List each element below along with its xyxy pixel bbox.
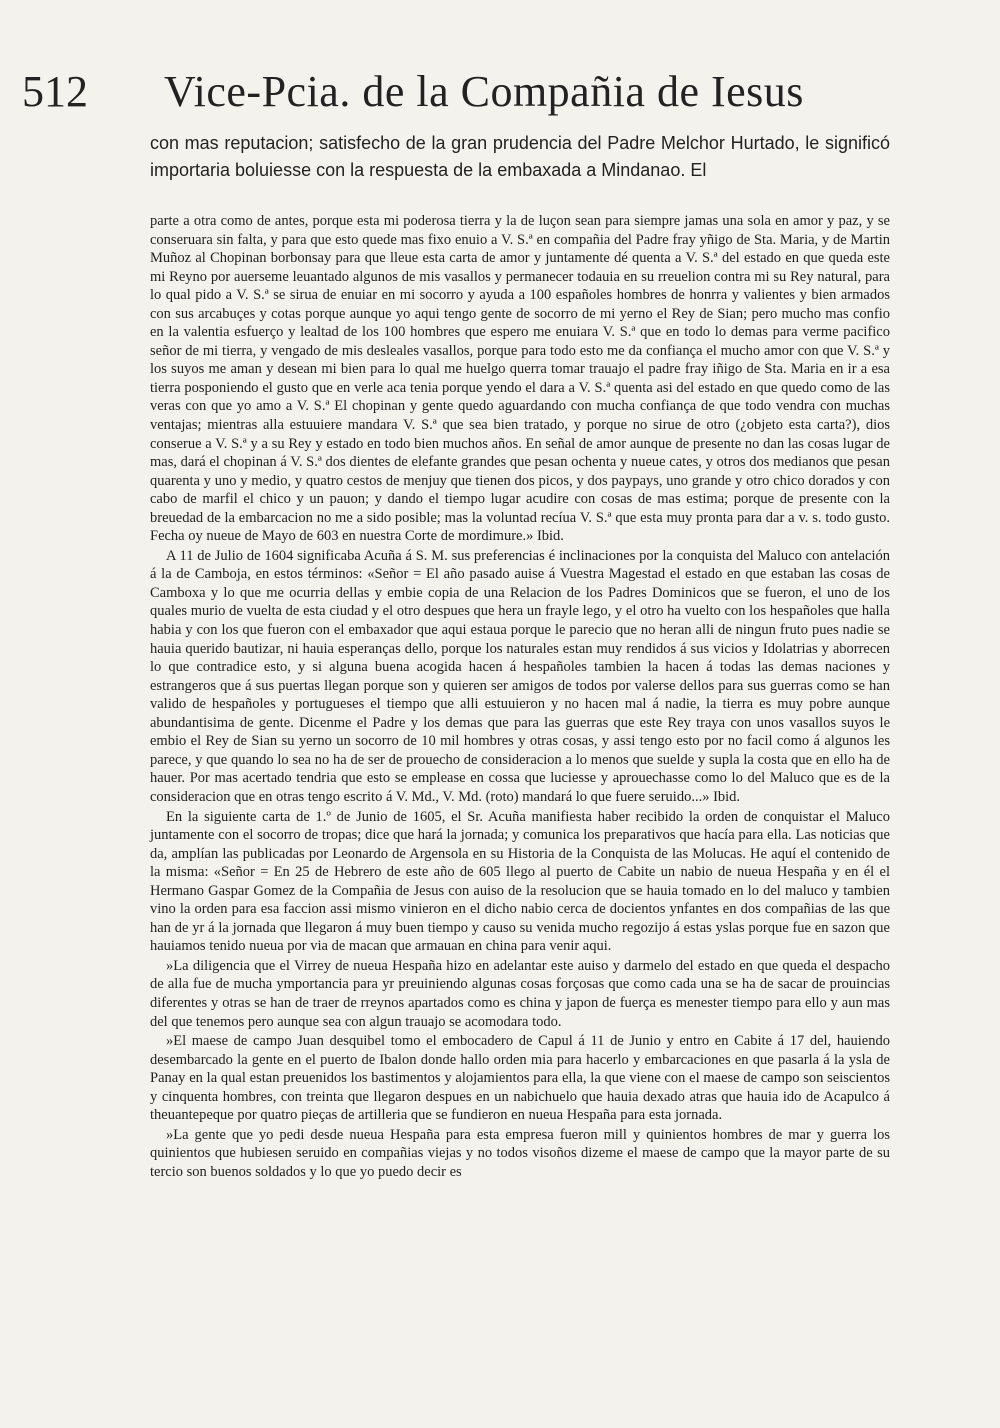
page-number: 512 bbox=[22, 67, 88, 116]
paragraphs bbox=[150, 547, 890, 1182]
paragraph: A 11 de Julio de 1604 significaba Acuña á S. M. sus preferencias é inclinaciones por la conquista del Maluco con antelación á la de Camboja, en estos términos: «Señor = El año pasado auise á Vuestra Magestad el estado en que estaban las cosas de Camboxa y lo que me ocurria dellas y embie copia de una Relacion de los Padres Dominicos que se fueron, el uno de los quales murio de vuelta de esta ciudad y el otro despues que hera un frayle lego, y el otro ha vuelto con los hespañoles que halla habia y con los que fueron con el embaxador que aqui estaua porque le parecio que no heran alli de ningun fruto pues nadie se hauia querido bautizar, ni hauia esperanças dello, porque los naturales estan muy rendidos á sus vicios y Idolatrias y aborrecen lo que contradice esto, y si alguna buena acogida hacen á hespañoles tambien la hacen á todas las demas naciones y estrangeros que á sus puertas llegan porque son y quieren ser amigos de todos por valerse dellos para sus guerras como se han valido de hespañoles y portugueses el tiempo que alli estuuieron y no hacen mal á nadie, la tierra es muy pobre aunque abundantisima de gente. Dicenme el Padre y los demas que para las guerras que este Rey traya con unos vasallos suyos le embio el Rey de Sian su yerno un socorro de 10 mil hombres y otras cosas, y assi tengo esto por no facil como á algunos les parece, y que quando lo sea no ha de ser de prouecho de consideracion a lo menos que suelde y supla la costa que en ello ha de hauer. Por mas acertado tendria que esto se emplease en cossa que luciesse y aprouechasse como lo del Maluco que es de la consideracion que en otras tengo escrito á V. Md., V. Md. (roto) mandará lo que fuere seruido...» Ibid. bbox=[150, 547, 890, 805]
page-header bbox=[0, 62, 1000, 122]
intro-paragraph: con mas reputacion; satisfecho de la gran prudencia del Padre Melchor Hurtado, le significó importaria boluiesse con la respuesta de la embaxada a Mindanao. El bbox=[150, 133, 890, 180]
paragraph: En la siguiente carta de 1.º de Junio de 1605, el Sr. Acuña manifiesta haber recibido la orden de conquistar el Maluco juntamente con el socorro de tropas; dice que hará la jornada; y comunica los preparativos que hacía para ella. Las noticias que da, amplían las publicadas por Leonardo de Argensola en su Historia de la Conquista de las Molucas. He aquí el contenido de la misma: «Señor = En 25 de Hebrero de este año de 605 llego al puerto de Cabite un nabio de nueua Hespaña y en él el Hermano Gaspar Gomez de la Compañia de Jesus con auiso de la resolucion que se hauia tomado en lo del maluco y tambien vino la orden para esa faccion assi mismo vinieron en el dicho nabio cerca de docientos ynfantes en dos compañias de las que han de yr á la jornada que llegaron á muy buen tiempo y causo su venida mucho regozijo á estas yslas porque fue en sazon que hauiamos tenido nueua por via de macan que armauan en china para venir aqui. bbox=[150, 808, 890, 955]
paragraph: »La diligencia que el Virrey de nueua Hespaña hizo en adelantar este auiso y darmelo del estado en que queda el despacho de alla fue de mucha ymportancia para yr preuiniendo algunas cosas forçosas que como cada una se ha de sacar de prouincias diferentes y otras se han de traer de rreynos apartados como es china y japon de fuerça es menester tiempo para ello y aun mas del que tenemos pero aunque sea con algun trauajo se acomodara todo. bbox=[150, 957, 890, 1030]
paragraph: »El maese de campo Juan desquibel tomo el embocadero de Capul á 11 de Junio y entro en Cabite á 17 del, hauiendo desembarcado la gente en el puerto de Ibalon donde hallo orden mia para hacerlo y embarcaciones en que pasarla á la ysla de Panay en la qual estan preuenidos los bastimentos y alojamientos para ella, la que viene con el maese de campo son seiscientos y cinquenta hombres, con treinta que llegaron despues en un nabichuelo que hauia dexado atras que hauia ido de Acapulco á theuantepeque por quatro pieças de artilleria que se fundieron en nueua Hespaña para esta jornada. bbox=[150, 1033, 890, 1124]
paragraph: »La gente que yo pedi desde nueua Hespaña para esta empresa fueron mill y quinientos hombres de mar y guerra los quinientos que hubiesen seruido en compañias viejas y no todos visoños dizeme el maese de campo que la mayor parte de su tercio son buenos soldados y lo que yo puedo decir es bbox=[150, 1126, 890, 1180]
body-text bbox=[150, 130, 890, 1181]
quote-paragraph: parte a otra como de antes, porque esta mi poderosa tierra y la de luçon sean para siempre jamas una sola en amor y paz, y se conseruara sin falta, y para que esto quede mas fixo enuio a V. S.ª en compañia del Padre fray yñigo de Sta. Maria, y de Martin Muñoz al Chopinan borbonsay para que lleue esta carta de amor y juntamente dé quenta a V. S.ª del estado en que queda este mi Reyno por auerseme leuantado algunos de mis vasallos y permanecer todauia en su rreuelion contra mi su Rey natural, para lo qual pido a V. S.ª se sirua de enuiar en mi socorro y ayuda a 100 españoles hombres de honrra y valientes y bien armados con sus arcabuçes y cotas porque aunque yo aqui tengo gente de socorro de mi yerno el Rey de Sian; pero mucho mas confio en la valentia esfuerço y lealtad de los 100 hombres que espero me enuiara V. S.ª que en todo lo demas para verme pacifico señor de mi tierra, y vengado de mis desleales vasallos, porque para todo esto me da confiança el mucho amor con que V. S.ª y los suyos me aman y desean mi bien para lo qual me huelgo querra tomar trauajo el padre fray iñigo de Sta. Maria en ir a esa tierra posponiendo el gusto que en verle aca tenia porque yendo el dara a V. S.ª quenta asi del estado en que quedo como de las veras con que yo amo a V. S.ª El chopinan y gente quedo aguardando con mucha confiança de que todo vendra con muchas ventajas; mientras alla estuuiere mandara V. S.ª que sea bien tratado, y porque no sirue de otro (¿objeto esta carta?), dios conserue a V. S.ª y a su Rey y estado en todo bien muchos años. En señal de amor aunque de presente no dan las cosas lugar de mas, dará el chopinan á V. S.ª dos dientes de elefante grandes que pesan ochenta y nueue cates, y otros dos medianos que pesan quarenta y uno y medio, y quatro cestos de menjuy que tienen dos picos, y dos paypays, uno grande y otro chico dorados y con cabo de marfil el chico y un pauon; y dando el tiempo lugar acudire con cosas de mas estima; porque de presente con la breuedad de la embarcacion no me a sido posible; mas la voluntad recíua V. S.ª que esta muy pronta para dar a v. s. todo gusto. Fecha oy nueue de Mayo de 603 en nuestra Corte de mordimure.» Ibid. bbox=[150, 213, 890, 545]
quoted-letter bbox=[150, 212, 890, 546]
running-head: Vice-Pcia. de la Compañia de Iesus bbox=[164, 67, 804, 116]
